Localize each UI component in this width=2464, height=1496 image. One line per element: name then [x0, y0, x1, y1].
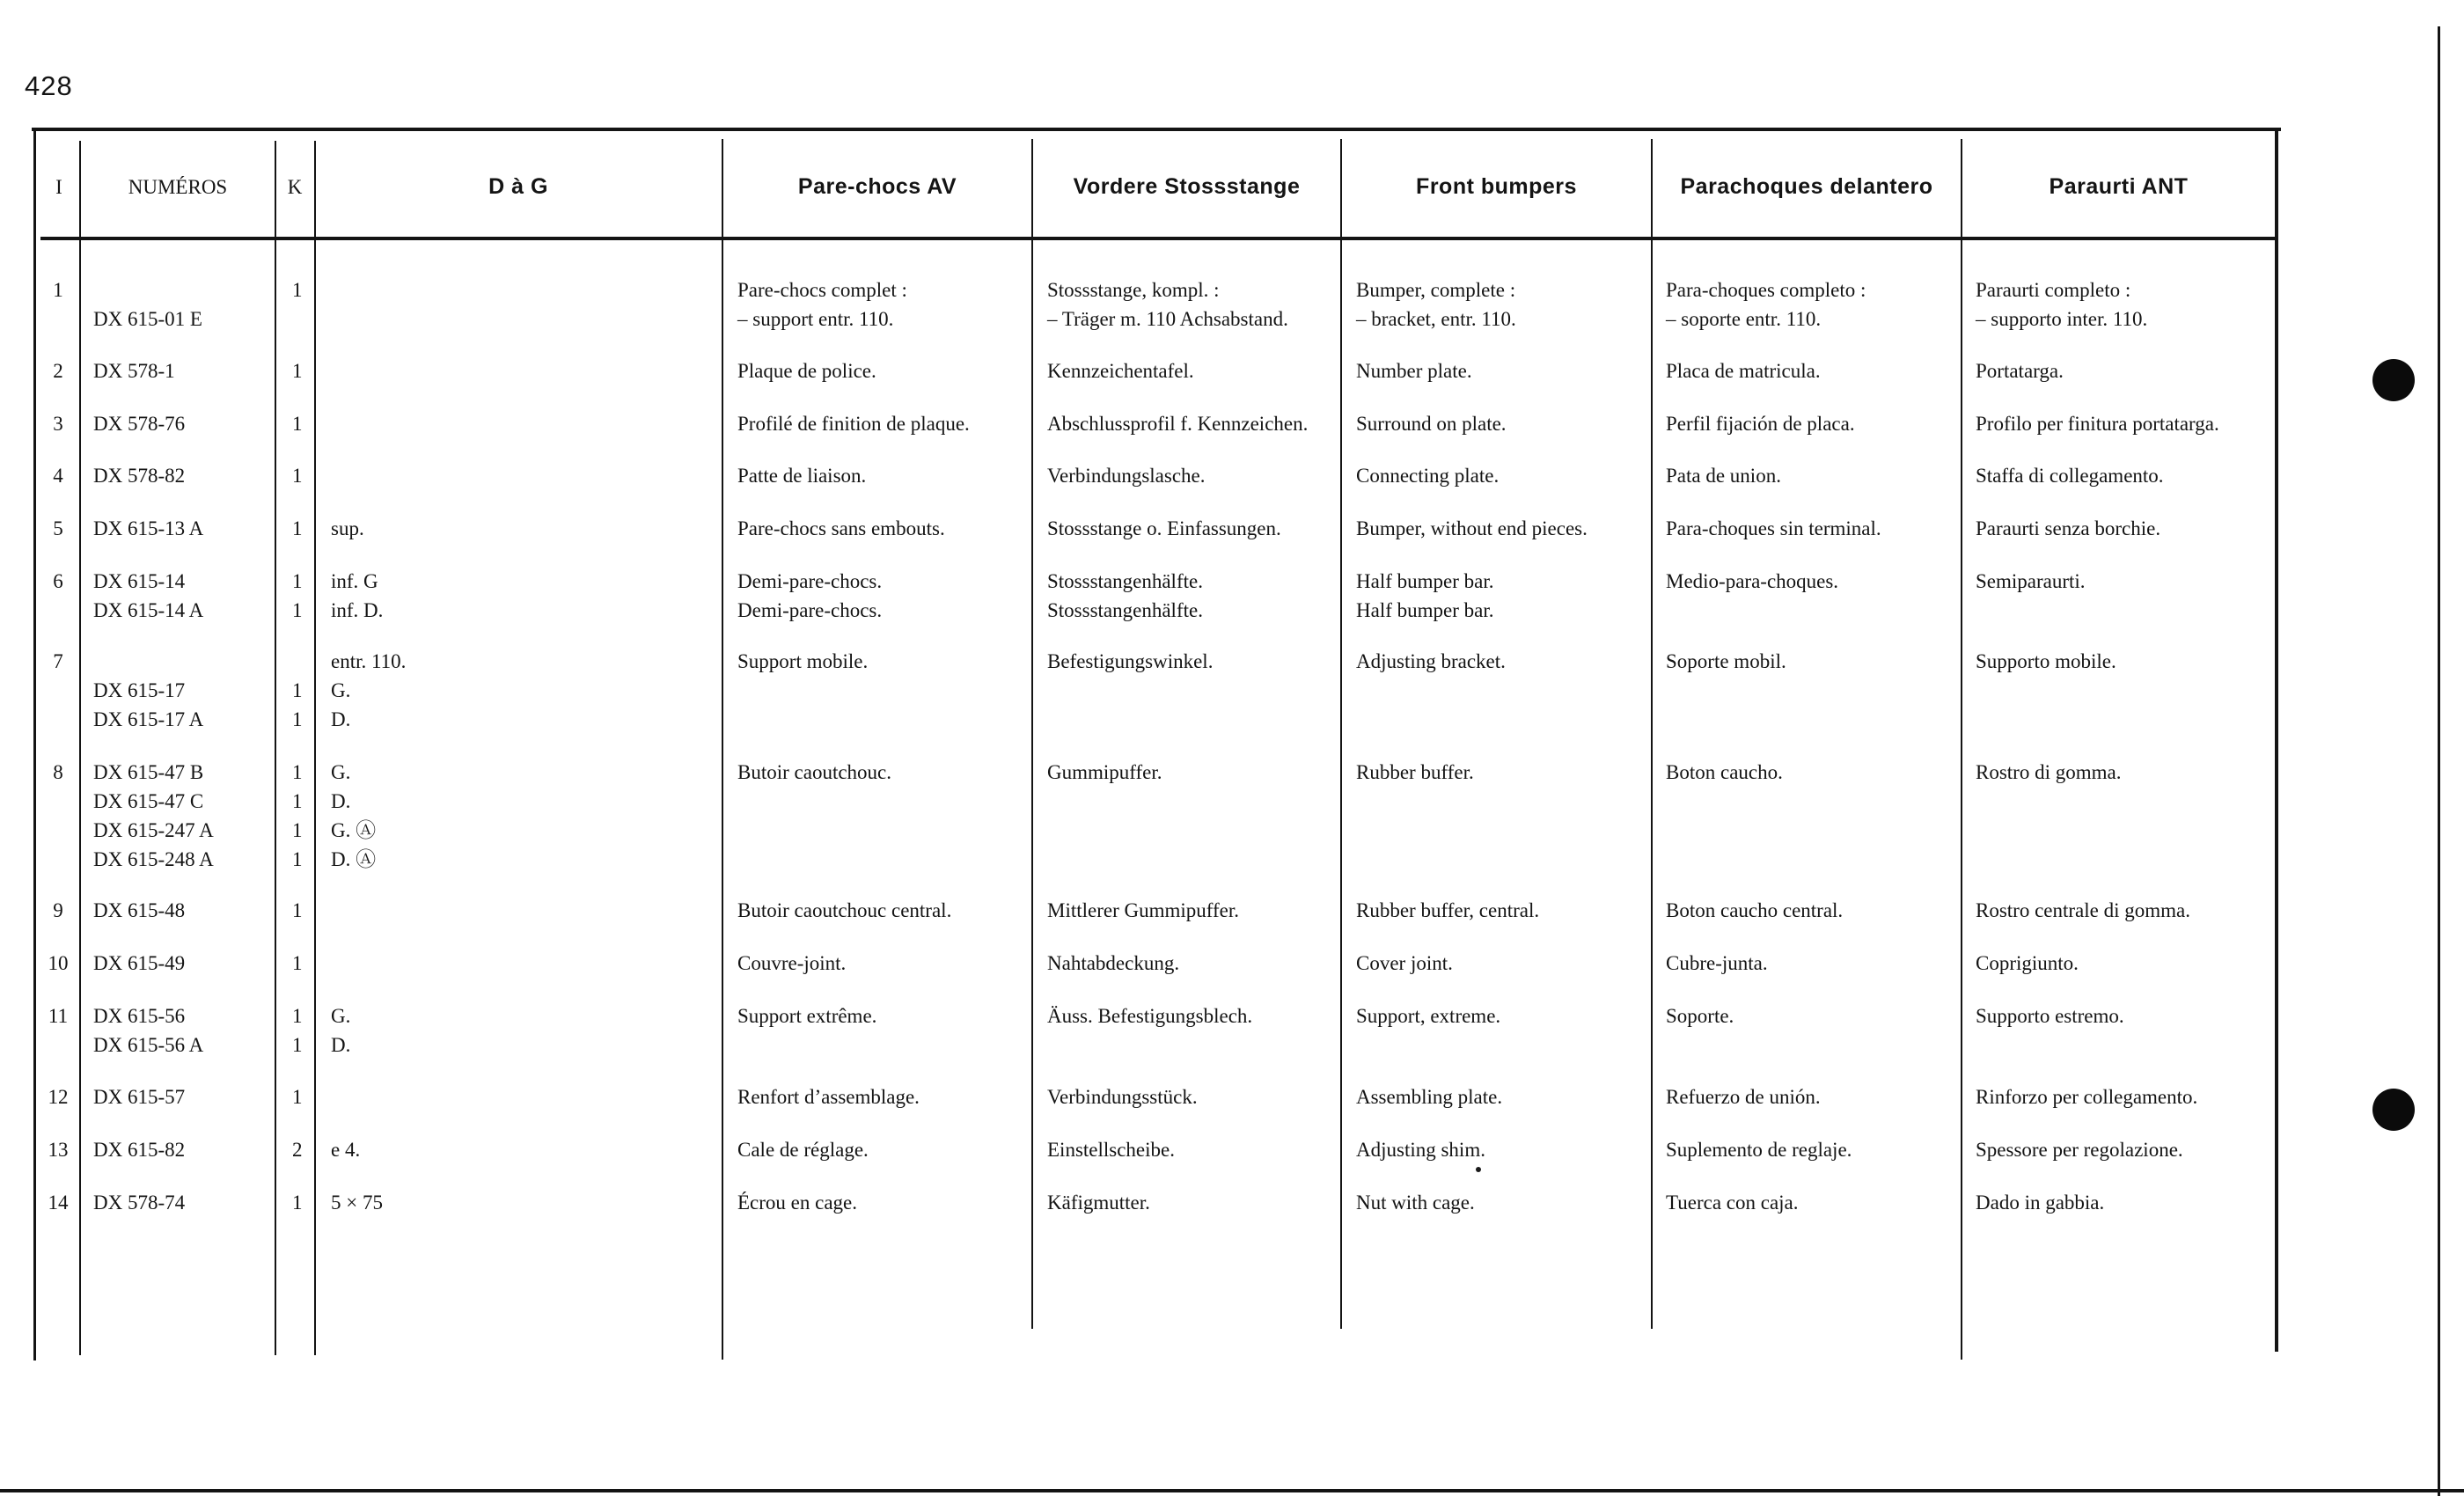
- quantity: 1: [292, 413, 303, 435]
- position: D.: [331, 708, 351, 730]
- header-k: K: [287, 175, 303, 198]
- description-es: Para-choques completo :: [1666, 279, 1866, 301]
- position: D.: [331, 790, 351, 812]
- description-de: Käfigmutter.: [1047, 1192, 1150, 1214]
- description-en: Half bumper bar.: [1356, 599, 1494, 621]
- description-en: Rubber buffer, central.: [1356, 899, 1540, 921]
- description-de: Stossstangenhälfte.: [1047, 599, 1203, 621]
- right-margin-rule: [2438, 26, 2440, 1496]
- description-it: Rinforzo per collegamento.: [1976, 1086, 2198, 1108]
- part-number: DX 615-17: [93, 679, 186, 701]
- description-es: – soporte entr. 110.: [1666, 308, 1822, 330]
- description-fr: Couvre-joint.: [737, 952, 847, 974]
- description-de: Kennzeichentafel.: [1047, 360, 1194, 382]
- position: inf. G: [331, 570, 378, 592]
- description-es: Cubre-junta.: [1666, 952, 1768, 974]
- description-fr: Écrou en cage.: [737, 1192, 858, 1214]
- quantity: 1: [292, 1005, 303, 1027]
- quantity: 1: [292, 761, 303, 783]
- header-es: Parachoques delantero: [1680, 174, 1933, 199]
- description-de: Befestigungswinkel.: [1047, 650, 1214, 672]
- column-divider: [1961, 139, 1962, 1360]
- quantity: 1: [292, 848, 303, 870]
- part-number: DX 578-76: [93, 413, 186, 435]
- description-es: Boton caucho.: [1666, 761, 1783, 783]
- row-index: 7: [53, 650, 63, 672]
- description-en: Bumper, without end pieces.: [1356, 517, 1588, 539]
- description-fr: Support mobile.: [737, 650, 869, 672]
- position: G.: [331, 761, 351, 783]
- part-number: DX 615-47 B: [93, 761, 204, 783]
- description-es: Tuerca con caja.: [1666, 1192, 1799, 1214]
- position: G.: [331, 1005, 351, 1027]
- description-en: Half bumper bar.: [1356, 570, 1494, 592]
- quantity: 1: [292, 679, 303, 701]
- punch-hole: [2372, 359, 2415, 401]
- description-fr: Support extrême.: [737, 1005, 877, 1027]
- row-index: 4: [53, 465, 63, 487]
- column-divider: [314, 141, 316, 1355]
- quantity: 1: [292, 360, 303, 382]
- part-number: DX 615-56: [93, 1005, 186, 1027]
- description-de: Stossstange, kompl. :: [1047, 279, 1220, 301]
- quantity: 1: [292, 819, 303, 841]
- description-en: Surround on plate.: [1356, 413, 1507, 435]
- description-fr: Butoir caoutchouc.: [737, 761, 892, 783]
- description-en: Assembling plate.: [1356, 1086, 1503, 1108]
- description-en: Connecting plate.: [1356, 465, 1500, 487]
- description-en: Nut with cage.: [1356, 1192, 1475, 1214]
- quantity: 1: [292, 952, 303, 974]
- description-it: – supporto inter. 110.: [1976, 308, 2148, 330]
- description-de: Verbindungslasche.: [1047, 465, 1206, 487]
- description-it: Spessore per regolazione.: [1976, 1139, 2183, 1161]
- bottom-rule: [0, 1489, 2464, 1492]
- punch-hole: [2372, 1089, 2415, 1131]
- description-de: Stossstange o. Einfassungen.: [1047, 517, 1281, 539]
- row-index: 9: [53, 899, 63, 921]
- description-it: Rostro di gomma.: [1976, 761, 2122, 783]
- quantity: 1: [292, 708, 303, 730]
- header-en: Front bumpers: [1416, 174, 1577, 199]
- description-fr: Demi-pare-chocs.: [737, 599, 883, 621]
- row-index: 5: [53, 517, 63, 539]
- part-number: DX 615-49: [93, 952, 186, 974]
- description-es: Pata de union.: [1666, 465, 1781, 487]
- header-d-a-g: D à G: [488, 174, 548, 199]
- table-top-border: [32, 128, 2281, 131]
- row-index: 1: [53, 279, 63, 301]
- description-de: Verbindungsstück.: [1047, 1086, 1198, 1108]
- description-fr: Plaque de police.: [737, 360, 876, 382]
- description-fr: Pare-chocs complet :: [737, 279, 907, 301]
- description-de: – Träger m. 110 Achsabstand.: [1047, 308, 1288, 330]
- header-numeros: NUMÉROS: [128, 175, 228, 198]
- position: inf. D.: [331, 599, 384, 621]
- quantity: 1: [292, 790, 303, 812]
- row-index: 13: [48, 1139, 69, 1161]
- quantity: 1: [292, 899, 303, 921]
- row-index: 3: [53, 413, 63, 435]
- part-number: DX 615-57: [93, 1086, 186, 1108]
- quantity: 1: [292, 1034, 303, 1056]
- column-divider: [1031, 139, 1033, 1329]
- position: e 4.: [331, 1139, 361, 1161]
- description-it: Supporto mobile.: [1976, 650, 2116, 672]
- description-en: Rubber buffer.: [1356, 761, 1474, 783]
- description-it: Coprigiunto.: [1976, 952, 2079, 974]
- part-number: DX 615-82: [93, 1139, 186, 1161]
- part-number: DX 615-247 A: [93, 819, 214, 841]
- description-it: Paraurti completo :: [1976, 279, 2131, 301]
- quantity: 1: [292, 599, 303, 621]
- position: sup.: [331, 517, 364, 539]
- description-es: Refuerzo de unión.: [1666, 1086, 1821, 1108]
- description-en: Support, extreme.: [1356, 1005, 1501, 1027]
- description-fr: Patte de liaison.: [737, 465, 867, 487]
- description-fr: – support entr. 110.: [737, 308, 894, 330]
- description-it: Portatarga.: [1976, 360, 2064, 382]
- description-de: Stossstangenhälfte.: [1047, 570, 1203, 592]
- description-fr: Pare-chocs sans embouts.: [737, 517, 945, 539]
- part-number: DX 615-14 A: [93, 599, 204, 621]
- row-index: 8: [53, 761, 63, 783]
- description-de: Einstellscheibe.: [1047, 1139, 1175, 1161]
- position: entr. 110.: [331, 650, 407, 672]
- description-en: Cover joint.: [1356, 952, 1453, 974]
- quantity: 1: [292, 1192, 303, 1214]
- part-number: DX 615-56 A: [93, 1034, 204, 1056]
- part-number: DX 615-13 A: [93, 517, 204, 539]
- description-it: Dado in gabbia.: [1976, 1192, 2105, 1214]
- row-index: 14: [48, 1192, 69, 1214]
- quantity: 1: [292, 465, 303, 487]
- description-es: Perfil fijación de placa.: [1666, 413, 1855, 435]
- column-divider: [79, 141, 81, 1355]
- part-number: DX 615-14: [93, 570, 186, 592]
- part-number: DX 615-48: [93, 899, 186, 921]
- position: D. Ⓐ: [331, 848, 377, 870]
- header-index: I: [55, 175, 62, 198]
- row-index: 6: [53, 570, 63, 592]
- part-number: DX 578-1: [93, 360, 175, 382]
- position: G. Ⓐ: [331, 819, 377, 841]
- quantity: 1: [292, 1086, 303, 1108]
- header-fr: Pare-chocs AV: [797, 174, 957, 199]
- description-en: – bracket, entr. 110.: [1356, 308, 1516, 330]
- description-es: Placa de matricula.: [1666, 360, 1821, 382]
- part-number: DX 615-01 E: [93, 308, 202, 330]
- part-number: DX 578-74: [93, 1192, 186, 1214]
- description-en: Adjusting shim.: [1356, 1139, 1485, 1161]
- part-number: DX 615-248 A: [93, 848, 214, 870]
- description-it: Paraurti senza borchie.: [1976, 517, 2161, 539]
- column-divider: [722, 139, 723, 1360]
- quantity: 1: [292, 517, 303, 539]
- description-fr: Cale de réglage.: [737, 1139, 869, 1161]
- table-left-border: [33, 128, 36, 1360]
- description-en: Bumper, complete :: [1356, 279, 1516, 301]
- description-it: Semiparaurti.: [1976, 570, 2086, 592]
- position: D.: [331, 1034, 351, 1056]
- description-fr: Renfort d’assemblage.: [737, 1086, 920, 1108]
- description-fr: Demi-pare-chocs.: [737, 570, 883, 592]
- description-fr: Profilé de finition de plaque.: [737, 413, 970, 435]
- description-es: Suplemento de reglaje.: [1666, 1139, 1852, 1161]
- part-number: DX 578-82: [93, 465, 186, 487]
- table-right-border: [2275, 128, 2278, 1352]
- column-divider: [1340, 139, 1342, 1329]
- header-bottom-rule: [40, 237, 2276, 240]
- row-index: 11: [48, 1005, 69, 1027]
- description-it: Rostro centrale di gomma.: [1976, 899, 2190, 921]
- description-de: Gummipuffer.: [1047, 761, 1162, 783]
- header-de: Vordere Stossstange: [1073, 174, 1301, 199]
- quantity: 1: [292, 279, 303, 301]
- header-it: Paraurti ANT: [2049, 174, 2189, 199]
- quantity: 1: [292, 570, 303, 592]
- description-it: Staffa di collegamento.: [1976, 465, 2164, 487]
- description-es: Boton caucho central.: [1666, 899, 1844, 921]
- description-it: Profilo per finitura portatarga.: [1976, 413, 2219, 435]
- description-de: Nahtabdeckung.: [1047, 952, 1180, 974]
- part-number: DX 615-47 C: [93, 790, 204, 812]
- description-it: Supporto estremo.: [1976, 1005, 2124, 1027]
- description-en: Number plate.: [1356, 360, 1472, 382]
- column-divider: [275, 141, 276, 1355]
- row-index: 2: [53, 360, 63, 382]
- position: G.: [331, 679, 351, 701]
- description-fr: Butoir caoutchouc central.: [737, 899, 952, 921]
- description-es: Para-choques sin terminal.: [1666, 517, 1881, 539]
- page-number: 428: [25, 70, 73, 101]
- column-divider: [1651, 139, 1653, 1329]
- description-es: Soporte mobil.: [1666, 650, 1786, 672]
- row-index: 12: [48, 1086, 69, 1108]
- description-es: Medio-para-choques.: [1666, 570, 1839, 592]
- position: 5 × 75: [331, 1192, 383, 1214]
- description-en: Adjusting bracket.: [1356, 650, 1506, 672]
- ink-speck: [1476, 1167, 1481, 1172]
- description-es: Soporte.: [1666, 1005, 1734, 1027]
- description-de: Mittlerer Gummipuffer.: [1047, 899, 1240, 921]
- row-index: 10: [48, 952, 69, 974]
- part-number: DX 615-17 A: [93, 708, 204, 730]
- description-de: Abschlussprofil f. Kennzeichen.: [1047, 413, 1309, 435]
- quantity: 2: [292, 1139, 303, 1161]
- description-de: Äuss. Befestigungsblech.: [1047, 1005, 1253, 1027]
